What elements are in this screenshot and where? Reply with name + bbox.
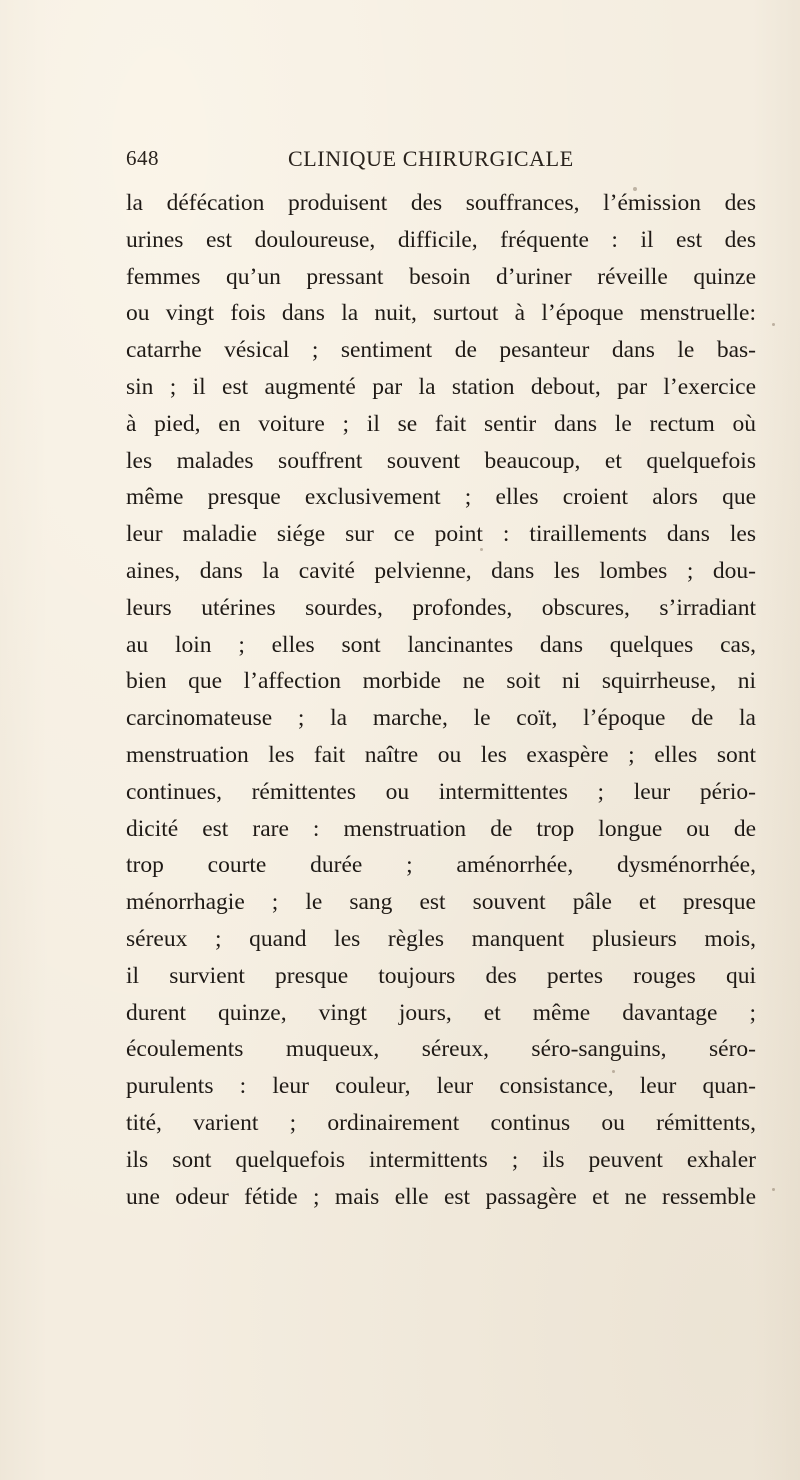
text-line: purulents : leur couleur, leur consistance, leur quan- [126,1073,756,1100]
text-line: tité, varient ; ordinairement continus ou rémittents, [126,1109,756,1136]
text-line: il survient presque toujours des pertes rouges qui [126,962,756,989]
text-line: une odeur fétide ; mais elle est passagère et ne ressemble [126,1183,756,1210]
text-line: trop courte durée ; aménorrhée, dysménorrhée, [126,852,756,879]
text-line: leur maladie siége sur ce point : tiraillements dans les [126,521,756,548]
text-line: les malades souffrent souvent beaucoup, et quelquefois [126,447,756,474]
text-line: ils sont quelquefois intermittents ; ils peuvent exhaler [126,1146,756,1173]
running-title: CLINIQUE CHIRURGICALE [288,146,574,171]
paper-speck [772,1188,775,1191]
text-line: séreux ; quand les règles manquent plusieurs mois, [126,925,756,952]
text-line: urines est douloureuse, difficile, fréquente : il est des [126,226,756,253]
text-line: bien que l’affection morbide ne soit ni squirrheuse, ni [126,668,756,695]
text-line: dicité est rare : menstruation de trop longue ou de [126,815,756,842]
text-line: la défécation produisent des souffrances, l’émission des [126,190,756,216]
text-line: ménorrhagie ; le sang est souvent pâle et presque [126,889,756,916]
text-line: aines, dans la cavité pelvienne, dans les lombes ; dou- [126,557,756,584]
text-line: à pied, en voiture ; il se fait sentir dans le rectum où [126,410,756,437]
text-line: catarrhe vésical ; sentiment de pesanteur dans le bas- [126,337,756,364]
paper-speck [612,1070,615,1073]
text-line: durent quinze, vingt jours, et même davantage ; [126,999,756,1026]
text-line: menstruation les fait naître ou les exaspère ; elles sont [126,741,756,768]
text-line: écoulements muqueux, séreux, séro-sanguins, séro- [126,1036,756,1063]
text-line: femmes qu’un pressant besoin d’uriner réveille quinze [126,263,756,290]
running-head [126,146,746,176]
text-line: leurs utérines sourdes, profondes, obscures, s’irradiant [126,594,756,621]
text-line: ou vingt fois dans la nuit, surtout à l’époque menstruelle: [126,300,756,327]
paper-speck [772,323,775,326]
page-number: 648 [126,146,159,170]
text-line: même presque exclusivement ; elles croient alors que [126,484,756,511]
text-line: sin ; il est augmenté par la station debout, par l’exercice [126,373,756,400]
paper-speck [480,548,483,551]
text-line: au loin ; elles sont lancinantes dans quelques cas, [126,631,756,658]
text-line: carcinomateuse ; la marche, le coït, l’époque de la [126,705,756,732]
body-text [126,185,756,1215]
text-line: continues, rémittentes ou intermittentes ; leur pério- [126,778,756,805]
paper-speck [633,187,637,191]
